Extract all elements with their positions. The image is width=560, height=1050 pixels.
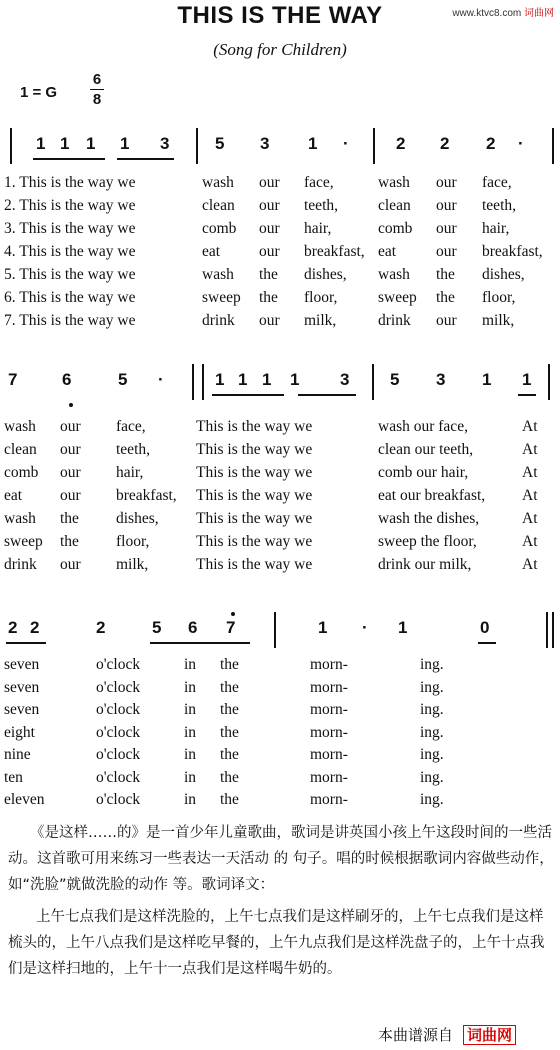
- lyric-word: floor,: [116, 533, 150, 550]
- lyric-word: ing.: [420, 768, 444, 786]
- lyric-word: our: [60, 487, 81, 504]
- lyric-word: eat: [202, 243, 221, 260]
- lyric-word: sweep: [202, 289, 241, 306]
- lyric-word: teeth,: [116, 441, 150, 458]
- lyric-word: wash: [378, 174, 410, 191]
- note-1: 1: [60, 134, 70, 153]
- lyric-word: dishes,: [304, 266, 347, 283]
- note-4: 6: [188, 618, 198, 637]
- lyric-word: our: [259, 312, 280, 329]
- lyric-row-7: [4, 556, 556, 578]
- lyric-word: wash our face,: [378, 418, 468, 435]
- lyric-word: At: [522, 510, 538, 527]
- lyric-word: o'clock: [96, 723, 141, 741]
- lyric-word: eight: [4, 723, 35, 741]
- lyric-word: 7. This is the way we: [4, 312, 136, 329]
- lyric-word: wash: [202, 266, 234, 283]
- time-signature-top: 6: [92, 71, 102, 88]
- beam-2: [478, 642, 496, 644]
- lyric-row-7: [4, 791, 556, 813]
- note-8: 1: [398, 618, 408, 637]
- lyric-word: drink: [4, 556, 37, 573]
- lyric-word: sweep: [4, 533, 43, 550]
- lyric-row-4: [4, 487, 556, 509]
- barline-3: [548, 364, 550, 400]
- lyric-word: o'clock: [96, 701, 141, 718]
- lyric-word: breakfast,: [304, 243, 365, 260]
- lyric-word: comb: [378, 220, 413, 237]
- note-1: 6: [62, 370, 72, 389]
- lyric-word: our: [436, 220, 457, 237]
- lyric-word: the: [436, 289, 455, 306]
- lyric-word: ing.: [420, 656, 444, 673]
- lyric-word: ing.: [420, 678, 444, 696]
- lyric-row-3: [4, 701, 556, 723]
- lyric-word: clean: [202, 197, 235, 214]
- lyric-word: our: [60, 464, 81, 481]
- site-url[interactable]: [452, 4, 554, 19]
- lyric-word: This is the way we: [196, 487, 313, 504]
- lyric-word: face,: [482, 174, 512, 191]
- note-11: 1: [482, 370, 492, 389]
- lyric-row-4: [4, 724, 556, 746]
- lyric-word: clean: [4, 441, 37, 458]
- note-5: 5: [215, 134, 225, 153]
- note-3: 5: [152, 618, 162, 637]
- lyric-word: ing.: [420, 723, 444, 741]
- lyric-word: hair,: [116, 464, 144, 481]
- description-para1: 《是这样……的》是一首少年儿童歌曲，歌词是讲英国小孩上午这段时间的一些活动。这首歌可用来练习一些表达一天活动 的 句子。唱的时候根据歌词内容做些动作，如“洗脸”就做洗脸的动作 等。歌词译文：: [8, 825, 554, 893]
- lyric-word: seven: [4, 656, 40, 673]
- lyric-word: face,: [304, 174, 334, 191]
- lyric-row-5: [4, 266, 556, 288]
- description-para2: 上午七点我们是这样洗脸的，上午七点我们是这样刷牙的，上午七点我们是这样梳头的，上午八点我们是这样吃早餐的，上午九点我们是这样洗盘子的，上午十点我们是这样扫地的，上午十一点我们是这样喝牛奶的。: [8, 909, 545, 977]
- lyric-word: clean our teeth,: [378, 441, 474, 458]
- lyric-word: wash: [4, 510, 36, 527]
- lyric-row-2: [4, 197, 556, 219]
- lyric-word: ing.: [420, 791, 444, 808]
- lyric-word: 4. This is the way we: [4, 243, 136, 260]
- octave-dot-0: [69, 403, 73, 407]
- lyric-word: drink: [378, 312, 411, 329]
- note-10: 3: [436, 370, 446, 389]
- note-6: 1: [318, 618, 328, 637]
- note-4: 3: [160, 134, 170, 153]
- lyric-word: milk,: [482, 312, 515, 329]
- lyric-row-1: [4, 656, 556, 678]
- brand-logo[interactable]: 词曲网: [463, 1025, 516, 1045]
- time-signature-bottom: 8: [92, 91, 102, 108]
- lyric-word: sweep the floor,: [378, 533, 477, 550]
- lyric-word: morn-: [310, 791, 348, 808]
- lyric-word: our: [259, 243, 280, 260]
- barline-1: [546, 612, 548, 648]
- lyric-word: our: [60, 556, 81, 573]
- lyric-word: dishes,: [482, 266, 525, 283]
- lyric-word: the: [60, 533, 79, 550]
- lyric-word: our: [436, 312, 457, 329]
- lyric-word: the: [220, 768, 239, 786]
- lyric-word: comb: [202, 220, 237, 237]
- lyric-word: in: [184, 768, 197, 786]
- note-0: 2: [8, 618, 18, 637]
- beam-2: [518, 394, 536, 396]
- lyric-word: 1. This is the way we: [4, 174, 136, 191]
- lyric-row-6: [4, 533, 556, 555]
- lyric-row-6: [4, 769, 556, 791]
- lyric-row-2: [4, 441, 556, 463]
- lyric-word: At: [522, 418, 538, 435]
- lyric-row-5: [4, 510, 556, 532]
- lyric-word: the: [220, 678, 239, 696]
- lyric-row-4: [4, 243, 556, 265]
- lyric-word: ing.: [420, 746, 444, 763]
- lyric-word: 3. This is the way we: [4, 220, 136, 237]
- beam-1: [298, 394, 356, 396]
- lyric-word: breakfast,: [116, 487, 177, 504]
- lyric-word: nine: [4, 746, 31, 763]
- lyric-word: wash: [202, 174, 234, 191]
- lyric-word: eat: [378, 243, 397, 260]
- lyric-word: 6. This is the way we: [4, 289, 136, 306]
- lyric-word: the: [220, 723, 239, 741]
- lyric-word: o'clock: [96, 746, 141, 763]
- lyric-word: This is the way we: [196, 464, 313, 481]
- lyric-word: our: [436, 197, 457, 214]
- lyric-word: the: [436, 266, 455, 283]
- lyric-word: in: [184, 723, 197, 741]
- lyric-word: in: [184, 791, 197, 808]
- song-title: THIS IS THE WAY: [177, 2, 383, 29]
- note-1: 2: [30, 618, 40, 637]
- lyric-word: wash: [378, 266, 410, 283]
- lyric-word: ing.: [420, 701, 444, 718]
- key-signature: 1 = G: [20, 84, 58, 101]
- lyric-word: clean: [378, 197, 411, 214]
- lyric-word: At: [522, 487, 538, 504]
- note-4: 1: [215, 370, 225, 389]
- lyric-word: the: [220, 746, 239, 763]
- lyric-word: seven: [4, 678, 40, 696]
- lyric-word: This is the way we: [196, 556, 313, 573]
- lyric-word: This is the way we: [196, 510, 313, 527]
- lyric-word: eat our breakfast,: [378, 487, 486, 504]
- lyric-word: the: [220, 656, 239, 673]
- lyric-word: drink our milk,: [378, 556, 472, 573]
- lyric-word: o'clock: [96, 768, 141, 786]
- beam-1: [150, 642, 250, 644]
- note-8: 3: [340, 370, 350, 389]
- lyric-word: the: [259, 266, 278, 283]
- lyric-word: seven: [4, 701, 40, 718]
- lyric-word: in: [184, 656, 197, 673]
- lyric-word: morn-: [310, 656, 348, 673]
- lyric-word: milk,: [116, 556, 149, 573]
- lyric-word: This is the way we: [196, 418, 313, 435]
- lyric-word: eat: [4, 487, 23, 504]
- source-label: 本曲谱源自: [378, 1026, 454, 1044]
- note-3: ·: [158, 370, 164, 389]
- lyric-word: floor,: [482, 289, 516, 306]
- lyric-word: wash: [4, 418, 36, 435]
- note-9: 2: [396, 134, 406, 153]
- note-11: 2: [486, 134, 496, 153]
- barline-2: [373, 128, 375, 164]
- barline-2: [372, 364, 374, 400]
- note-12: 1: [522, 370, 532, 389]
- note-8: ·: [343, 134, 349, 153]
- lyric-word: 2. This is the way we: [4, 197, 136, 214]
- beam-1: [117, 158, 174, 160]
- note-2: 1: [86, 134, 96, 153]
- note-0: 7: [8, 370, 18, 389]
- beam-0: [6, 642, 46, 644]
- site-url-cn[interactable]: 词曲网: [524, 8, 554, 19]
- lyric-word: At: [522, 464, 538, 481]
- lyric-word: morn-: [310, 746, 348, 763]
- lyric-row-3: [4, 220, 556, 242]
- note-7: 1: [290, 370, 300, 389]
- lyric-row-7: [4, 312, 556, 334]
- note-7: ·: [362, 618, 368, 637]
- lyric-word: morn-: [310, 723, 348, 741]
- beam-0: [212, 394, 284, 396]
- description-text: [8, 820, 556, 982]
- note-3: 1: [120, 134, 130, 153]
- lyric-word: o'clock: [96, 656, 141, 673]
- barline-1: [196, 128, 198, 164]
- lyric-row-3: [4, 464, 556, 486]
- lyric-word: our: [60, 441, 81, 458]
- lyric-word: our: [259, 174, 280, 191]
- note-10: 2: [440, 134, 450, 153]
- note-6: 1: [262, 370, 272, 389]
- lyric-word: morn-: [310, 678, 348, 696]
- note-6: 3: [260, 134, 270, 153]
- note-2: 5: [118, 370, 128, 389]
- lyric-row-1: [4, 418, 556, 440]
- barline-2: [552, 612, 554, 648]
- source-stamp: [378, 1024, 516, 1045]
- lyric-row-6: [4, 289, 556, 311]
- lyric-word: morn-: [310, 768, 348, 786]
- lyric-row-1: [4, 174, 556, 196]
- lyric-word: ten: [4, 768, 23, 786]
- octave-dot-0: [231, 612, 235, 616]
- lyric-word: our: [259, 197, 280, 214]
- lyric-word: milk,: [304, 312, 337, 329]
- barline-0: [10, 128, 12, 164]
- song-subtitle: (Song for Children): [213, 40, 347, 59]
- note-5: 1: [238, 370, 248, 389]
- lyric-word: At: [522, 533, 538, 550]
- lyric-word: our: [436, 174, 457, 191]
- lyric-word: hair,: [304, 220, 332, 237]
- lyric-word: the: [220, 701, 239, 718]
- lyric-word: This is the way we: [196, 441, 313, 458]
- note-9: 5: [390, 370, 400, 389]
- lyric-word: comb: [4, 464, 39, 481]
- lyric-word: the: [60, 510, 79, 527]
- note-7: 1: [308, 134, 318, 153]
- beam-0: [33, 158, 105, 160]
- lyric-word: eleven: [4, 791, 45, 808]
- lyric-word: 5. This is the way we: [4, 266, 136, 283]
- lyric-word: in: [184, 678, 197, 696]
- lyric-row-2: [4, 679, 556, 701]
- lyric-row-5: [4, 746, 556, 768]
- lyric-word: in: [184, 701, 197, 718]
- note-5: 7: [226, 618, 236, 637]
- lyric-word: At: [522, 556, 538, 573]
- barline-0: [274, 612, 276, 648]
- lyric-word: our: [259, 220, 280, 237]
- lyric-word: drink: [202, 312, 235, 329]
- lyric-word: face,: [116, 418, 146, 435]
- lyric-word: This is the way we: [196, 533, 313, 550]
- note-9: 0: [480, 618, 490, 637]
- note-0: 1: [36, 134, 46, 153]
- lyric-word: the: [220, 791, 239, 808]
- lyric-word: teeth,: [482, 197, 516, 214]
- lyric-word: the: [259, 289, 278, 306]
- site-url-text[interactable]: www.ktvc8.com: [452, 8, 522, 19]
- lyric-word: dishes,: [116, 510, 159, 527]
- lyric-word: hair,: [482, 220, 510, 237]
- lyric-word: breakfast,: [482, 243, 543, 260]
- lyric-word: At: [522, 441, 538, 458]
- lyric-word: floor,: [304, 289, 338, 306]
- barline-3: [552, 128, 554, 164]
- lyric-word: our: [60, 418, 81, 435]
- lyric-word: comb our hair,: [378, 464, 469, 481]
- lyric-word: teeth,: [304, 197, 338, 214]
- barline-0: [192, 364, 194, 400]
- barline-1: [202, 364, 204, 400]
- lyric-word: our: [436, 243, 457, 260]
- note-12: ·: [518, 134, 524, 153]
- lyric-word: morn-: [310, 701, 348, 718]
- lyric-word: o'clock: [96, 678, 141, 696]
- lyric-word: in: [184, 746, 197, 763]
- time-signature: [88, 70, 106, 109]
- lyric-word: o'clock: [96, 791, 141, 808]
- lyric-word: sweep: [378, 289, 417, 306]
- lyric-word: wash the dishes,: [378, 510, 480, 527]
- note-2: 2: [96, 618, 106, 637]
